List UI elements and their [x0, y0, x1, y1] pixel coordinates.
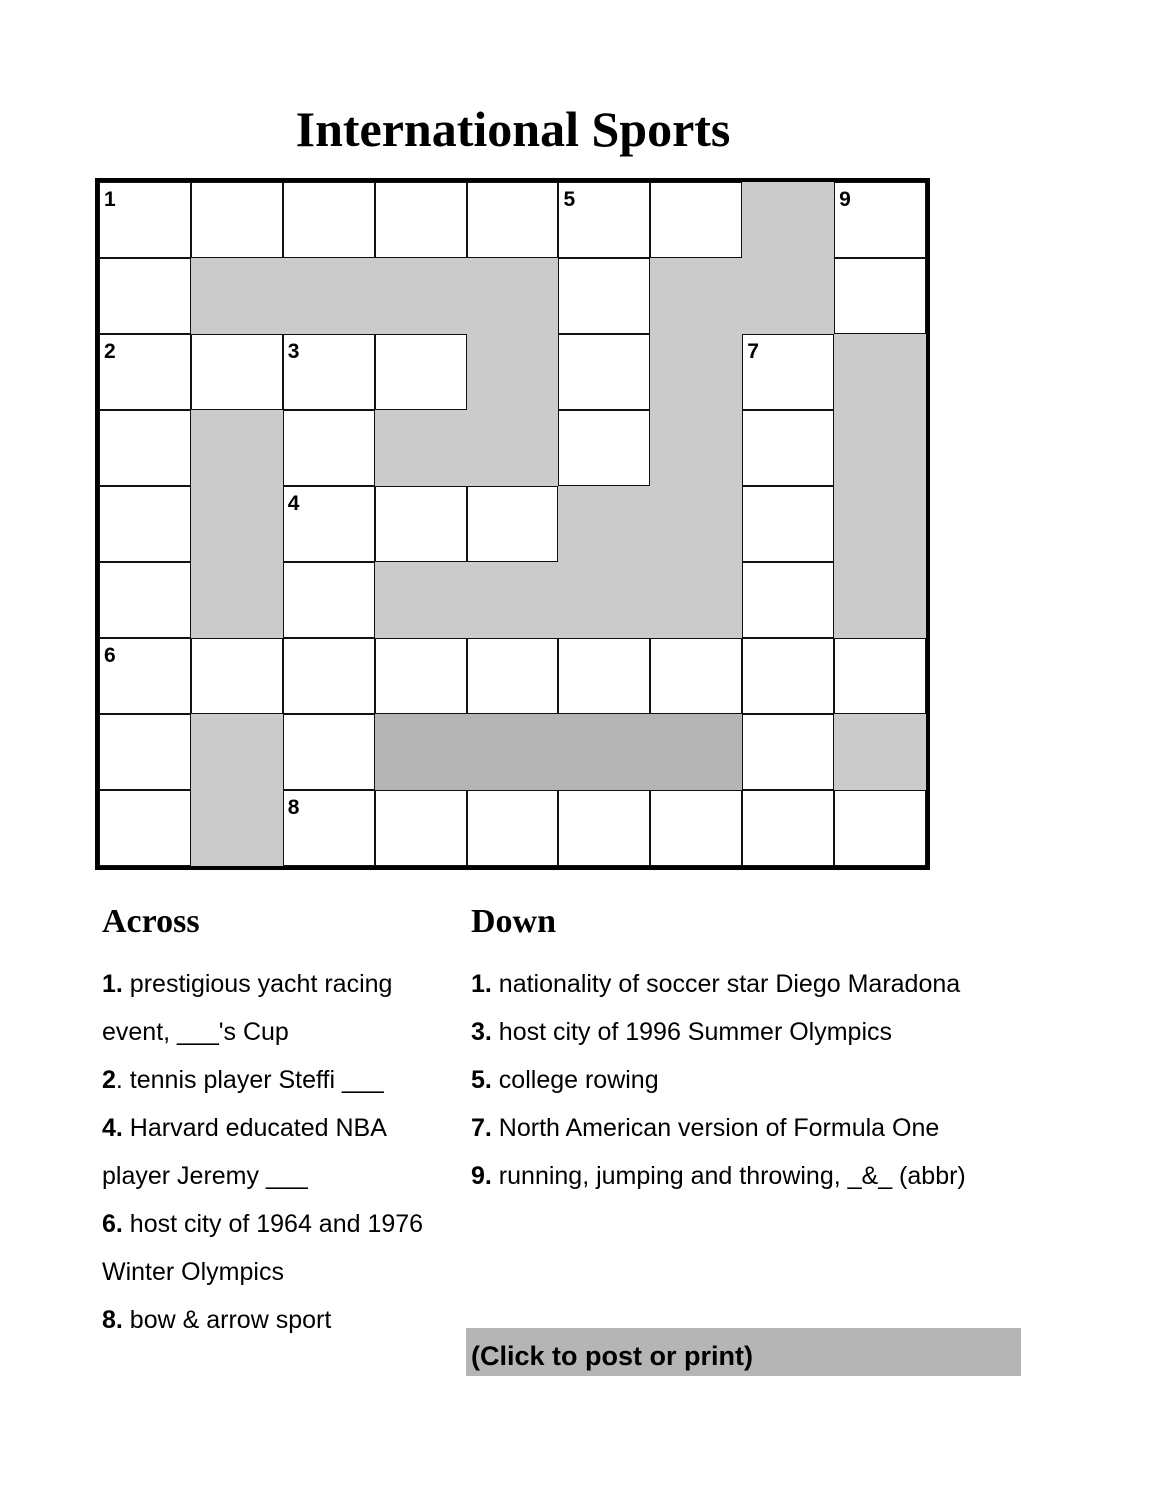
clue-text: college rowing: [491, 1066, 659, 1094]
blocked-cell: [467, 258, 559, 334]
clue-number: 3: [287, 340, 300, 363]
grid-cell[interactable]: [834, 790, 926, 866]
grid-cell[interactable]: [742, 562, 834, 638]
grid-cell[interactable]: [558, 258, 650, 334]
grid-cell[interactable]: [650, 790, 742, 866]
blocked-cell: [558, 714, 650, 790]
grid-cell[interactable]: [467, 182, 559, 258]
grid-cell[interactable]: [558, 790, 650, 866]
clue-text: Winter Olympics: [102, 1258, 284, 1286]
grid-cell[interactable]: [99, 486, 191, 562]
blocked-cell: [467, 410, 559, 486]
grid-cell[interactable]: [467, 486, 559, 562]
grid-cell[interactable]: [742, 638, 834, 714]
grid-cell[interactable]: [558, 638, 650, 714]
clue-number: 5.: [471, 1066, 492, 1094]
clue-number: 7: [747, 340, 759, 363]
blocked-cell: [375, 714, 467, 790]
blocked-cell: [834, 410, 926, 486]
clue-text: prestigious yacht racing: [122, 970, 393, 998]
blocked-cell: [834, 486, 926, 562]
down-clue: [471, 1152, 1031, 1200]
grid-cell[interactable]: [375, 638, 467, 714]
post-or-print-button[interactable]: (Click to post or print): [466, 1328, 1021, 1376]
grid-cell[interactable]: [99, 790, 191, 866]
grid-cell[interactable]: [283, 638, 375, 714]
grid-cell[interactable]: [283, 334, 375, 410]
down-heading: Down: [471, 903, 557, 940]
clue-number: 3.: [471, 1018, 492, 1046]
grid-cell[interactable]: [375, 790, 467, 866]
clue-text: Harvard educated NBA: [122, 1114, 387, 1142]
blocked-cell: [742, 258, 834, 334]
blocked-cell: [742, 182, 834, 258]
grid-cell[interactable]: [99, 562, 191, 638]
clue-number: 2: [102, 1066, 116, 1094]
blocked-cell: [375, 562, 467, 638]
blocked-cell: [467, 562, 559, 638]
clue-number: 5: [563, 188, 576, 211]
blocked-cell: [191, 714, 283, 790]
across-clue: [102, 1296, 462, 1344]
across-clue: [102, 1056, 462, 1104]
blocked-cell: [467, 334, 559, 410]
blocked-cell: [191, 790, 283, 866]
blocked-cell: [283, 258, 375, 334]
grid-cell[interactable]: [191, 334, 283, 410]
grid-cell[interactable]: [99, 334, 191, 410]
across-clue: [102, 1104, 462, 1152]
clue-number: 1.: [471, 970, 492, 998]
blocked-cell: [650, 410, 742, 486]
clue-text: bow & arrow sport: [122, 1306, 332, 1334]
grid-cell[interactable]: [99, 714, 191, 790]
grid-cell[interactable]: [834, 638, 926, 714]
clue-text: host city of 1964 and 1976: [122, 1210, 424, 1238]
clue-text: event, ___'s Cup: [102, 1018, 289, 1046]
grid-cell[interactable]: [467, 638, 559, 714]
clue-text: North American version of Formula One: [491, 1114, 940, 1142]
crossword-grid: [95, 178, 930, 870]
down-clue: [471, 1008, 1031, 1056]
blocked-cell: [650, 486, 742, 562]
clue-number: 8.: [102, 1306, 123, 1334]
clue-number: 6: [104, 644, 116, 667]
grid-cell[interactable]: [375, 334, 467, 410]
clue-number: 1: [104, 188, 116, 211]
grid-cell[interactable]: [99, 638, 191, 714]
grid-cell[interactable]: [467, 790, 559, 866]
blocked-cell: [834, 562, 926, 638]
across-clue: [102, 960, 462, 1008]
grid-cell[interactable]: [650, 182, 742, 258]
clue-number: 2: [104, 340, 116, 363]
across-clue: [102, 1200, 462, 1248]
grid-cell[interactable]: [283, 486, 375, 562]
down-clues: [471, 900, 1031, 1200]
grid-cell[interactable]: [558, 182, 650, 258]
across-clue: [102, 1008, 462, 1056]
down-clue: [471, 1056, 1031, 1104]
down-clue: [471, 1104, 1031, 1152]
grid-cell[interactable]: [375, 486, 467, 562]
grid-cell[interactable]: [283, 790, 375, 866]
clue-number: 7.: [471, 1114, 492, 1142]
across-heading: Across: [102, 903, 200, 940]
down-clue: [471, 960, 1031, 1008]
clue-text: running, jumping and throwing, _&_ (abbr): [491, 1162, 966, 1190]
clue-text: player Jeremy ___: [102, 1162, 308, 1190]
blocked-cell: [191, 562, 283, 638]
blocked-cell: [650, 714, 742, 790]
clue-text: . tennis player Steffi ___: [115, 1066, 384, 1094]
across-clue-list: [102, 960, 462, 1344]
puzzle-title: International Sports: [295, 101, 731, 157]
grid-cell[interactable]: [191, 182, 283, 258]
clue-number: 1.: [102, 970, 123, 998]
grid-cell[interactable]: [99, 410, 191, 486]
clue-number: 8: [287, 796, 300, 819]
blocked-cell: [650, 562, 742, 638]
clue-number: 4.: [102, 1114, 123, 1142]
grid-cell[interactable]: [283, 714, 375, 790]
clue-text: nationality of soccer star Diego Maradona: [491, 970, 961, 998]
clue-number: 6.: [102, 1210, 123, 1238]
blocked-cell: [834, 714, 926, 790]
blocked-cell: [467, 714, 559, 790]
grid-cell[interactable]: [742, 486, 834, 562]
blocked-cell: [191, 486, 283, 562]
clue-number: 4: [287, 492, 300, 515]
grid-cell[interactable]: [283, 562, 375, 638]
grid-cell[interactable]: [191, 638, 283, 714]
blocked-cell: [191, 258, 283, 334]
clue-number: 9: [839, 188, 851, 211]
blocked-cell: [375, 410, 467, 486]
grid-cell[interactable]: [742, 714, 834, 790]
blocked-cell: [191, 410, 283, 486]
across-clues: [102, 900, 462, 1344]
clue-number: 9.: [471, 1162, 492, 1190]
blocked-cell: [834, 334, 926, 410]
grid-cell[interactable]: [834, 258, 926, 334]
blocked-cell: [650, 258, 742, 334]
grid-cell[interactable]: [742, 410, 834, 486]
grid-cell[interactable]: [99, 258, 191, 334]
grid-cell[interactable]: [650, 638, 742, 714]
grid-cell[interactable]: [558, 410, 650, 486]
blocked-cell: [558, 562, 650, 638]
down-clue-list: [471, 960, 1031, 1200]
grid-cell[interactable]: [834, 182, 926, 258]
grid-cell[interactable]: [558, 334, 650, 410]
grid-cell[interactable]: [742, 334, 834, 410]
blocked-cell: [650, 334, 742, 410]
blocked-cell: [558, 486, 650, 562]
grid-cell[interactable]: [283, 410, 375, 486]
across-clue: [102, 1248, 462, 1296]
grid-cell[interactable]: [99, 182, 191, 258]
grid-cell[interactable]: [283, 182, 375, 258]
blocked-cell: [375, 258, 467, 334]
across-clue: [102, 1152, 462, 1200]
grid-cell[interactable]: [742, 790, 834, 866]
grid-cell[interactable]: [375, 182, 467, 258]
clue-text: host city of 1996 Summer Olympics: [491, 1018, 892, 1046]
